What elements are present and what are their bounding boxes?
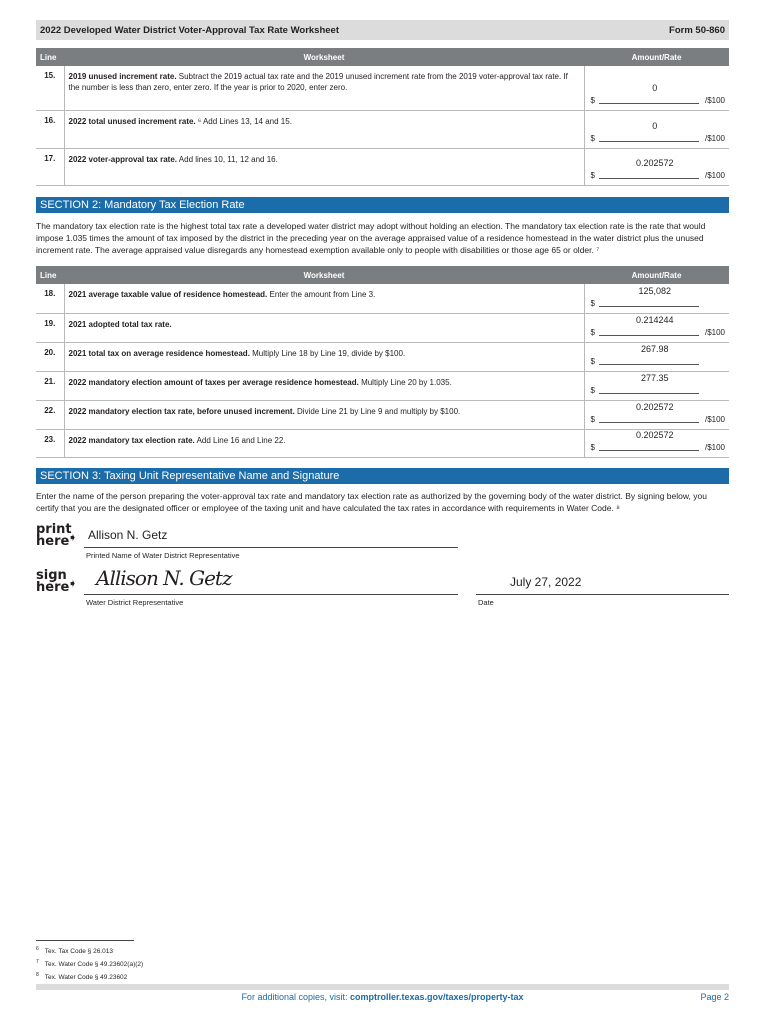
amount-cell [584,110,729,148]
dollar-sign: $ [590,298,595,308]
amount-unit: /$100 [704,327,725,337]
footnote [36,957,143,970]
amount-value[interactable]: 277.35 [640,372,669,383]
footnote-text: Tex. Tax Code § 26.013 [44,948,113,956]
footnote-mark: 6 [36,946,39,952]
dollar-sign: $ [590,414,595,424]
line-description [64,148,584,185]
line-instruction: Multiply Line 20 by 1.035. [358,377,452,387]
amount-cell [584,429,729,457]
line-instruction: Multiply Line 18 by Line 19, divide by $100. [249,348,406,358]
line-description [64,429,584,457]
amount-cell [584,284,729,313]
section-3-title: SECTION 3: Taxing Unit Representative Name and Signature [36,468,729,484]
date-value[interactable]: July 27, 2022 [510,575,582,589]
line-number: 22. [36,400,64,429]
table-row [36,284,729,313]
amount-underline [599,306,700,307]
amount-value[interactable]: 0.202572 [635,429,674,440]
date-caption: Date [478,598,494,607]
sign-label-word: sign [36,568,67,583]
amount-unit: /$100 [704,170,725,180]
line-description [64,400,584,429]
here-label-word: here [36,534,70,549]
line-title: 2022 mandatory tax election rate. [68,435,195,445]
dollar-sign: $ [590,442,595,452]
amount-field[interactable] [591,402,726,424]
line-number: 18. [36,284,64,313]
col-amount: Amount/Rate [584,266,729,284]
amount-underline [599,393,700,394]
signature-caption: Water District Representative [86,598,184,607]
section-2-title: SECTION 2: Mandatory Tax Election Rate [36,197,729,213]
amount-field[interactable] [591,315,726,337]
worksheet-table-2 [36,266,729,458]
line-description [64,284,584,313]
table-row [36,148,729,185]
line-description [64,342,584,371]
page-number: Page 2 [700,992,729,1002]
amount-field[interactable] [591,286,726,308]
amount-field[interactable] [591,373,726,395]
footnote [36,970,143,983]
amount-field[interactable] [591,121,726,143]
col-line: Line [36,48,64,66]
dollar-sign: $ [590,170,595,180]
amount-value[interactable]: 0 [652,82,658,93]
line-title: 2019 unused increment rate. [68,72,177,81]
form-number: Form 50-860 [669,24,725,36]
footer-prefix: For additional copies, visit: [241,992,350,1002]
amount-underline [599,335,700,336]
amount-cell [584,342,729,371]
amount-unit: /$100 [704,133,725,143]
table-row [36,429,729,457]
amount-cell [584,148,729,185]
printed-name-caption: Printed Name of Water District Representative [86,551,240,560]
date-line [476,594,729,595]
amount-unit: /$100 [704,95,725,105]
signature-image[interactable]: Allison N. Getz [96,566,232,590]
amount-underline [599,364,700,365]
line-title: 2022 voter-approval tax rate. [68,154,177,164]
line-number: 19. [36,313,64,342]
dollar-sign: $ [590,356,595,366]
table-row [36,66,729,110]
amount-field[interactable] [591,83,726,105]
dollar-sign: $ [590,327,595,337]
amount-cell [584,371,729,400]
print-label-word: print [36,522,72,537]
here-label-word-2: here [36,580,70,595]
line-title: 2022 mandatory election tax rate, before unused increment. [68,406,295,416]
line-number: 15. [36,66,64,110]
sign-here-label [36,568,78,595]
amount-cell [584,66,729,110]
footer-band [36,984,729,990]
table-row [36,313,729,342]
line-title: 2022 mandatory election amount of taxes per average residence homestead. [68,377,359,387]
section-3-paragraph: Enter the name of the person preparing the voter-approval tax rate and mandatory tax election rate as authorized by the governing body of the water district. By signing below, you certify that you are the designated officer or employee of the taxing unit and have calculated the tax rates in accordance with requirements in Water Code. ⁸ [36,491,707,513]
footnote-rule [36,940,134,941]
worksheet-table-1 [36,48,729,186]
line-number: 17. [36,148,64,185]
line-title: 2022 total unused increment rate. [68,116,196,126]
line-title: 2021 average taxable value of residence homestead. [68,290,268,299]
col-worksheet: Worksheet [64,266,584,284]
amount-value[interactable]: 0.214244 [635,314,674,325]
section-2-paragraph: The mandatory tax election rate is the highest total tax rate a developed water district may adopt without holding an election. The mandatory tax election rate is the rate that would impose 1.035 times the amount of tax imposed by the district in the preceding year on the average appraised value of a residence homestead in the water district plus the unused increment rate. The average appraised value disregards any homestead exemption available only to people with disabilities or those age 65 or older. ⁷ [36,221,706,255]
amount-unit: /$100 [704,442,725,452]
table-row [36,371,729,400]
print-here-label [36,522,78,549]
amount-underline [599,178,700,179]
line-instruction: Enter the amount from Line 3. [267,290,376,299]
col-amount: Amount/Rate [584,48,729,66]
line-description [64,110,584,148]
table-row [36,110,729,148]
footnote [36,944,143,957]
line-number: 20. [36,342,64,371]
amount-field[interactable] [591,344,726,366]
arrow-right-icon: ➧ [68,577,78,590]
amount-value[interactable]: 0.202572 [635,401,674,412]
footnote-mark: 7 [36,959,39,966]
footer-link[interactable]: comptroller.texas.gov/taxes/property-tax [350,992,524,1002]
amount-field[interactable] [591,158,726,180]
worksheet-title: 2022 Developed Water District Voter-Approval Tax Rate Worksheet [40,24,339,36]
line-number: 23. [36,429,64,457]
footer-copies [36,992,729,1002]
dollar-sign: $ [590,385,595,395]
footnote-text: Tex. Water Code § 49.23602 [44,974,128,982]
amount-underline [599,422,700,423]
printed-name-value[interactable]: Allison N. Getz [88,528,168,542]
line-number: 16. [36,110,64,148]
page-header [36,20,729,40]
line-instruction: ⁶ Add Lines 13, 14 and 15. [195,116,292,126]
page-footer [36,992,729,1006]
amount-field[interactable] [591,430,726,452]
col-worksheet: Worksheet [64,48,584,66]
col-line: Line [36,266,64,284]
amount-underline [599,103,700,104]
footnotes [36,944,143,983]
line-instruction: Subtract the 2019 actual tax rate and the 2019 unused increment rate from the 2019 voter-approval tax rate. If the number is less than zero, enter zero. If the year is prior to 2020, enter zero. [68,72,568,92]
footnote-text: Tex. Water Code § 49.23602(a)(2) [44,961,144,969]
line-title: 2021 adopted total tax rate. [68,319,172,329]
line-title: 2021 total tax on average residence homestead. [68,348,250,358]
line-description [64,66,584,110]
amount-value[interactable]: 125,082 [638,285,672,296]
amount-cell [584,400,729,429]
table-row [36,400,729,429]
line-instruction: Add lines 10, 11, 12 and 16. [177,154,278,164]
amount-value[interactable]: 0 [652,120,658,131]
line-description [64,371,584,400]
amount-unit: /$100 [704,414,725,424]
amount-underline [599,450,700,451]
printed-name-line [84,547,458,548]
amount-value[interactable]: 0.202572 [635,157,674,168]
signature-line [84,594,458,595]
line-instruction: Divide Line 21 by Line 9 and multiply by $100. [294,406,461,416]
amount-underline [599,141,700,142]
line-instruction: Add Line 16 and Line 22. [194,435,286,445]
arrow-right-icon: ➧ [68,531,78,544]
amount-cell [584,313,729,342]
footnote-mark: 8 [36,972,39,979]
dollar-sign: $ [590,133,595,143]
line-description [64,313,584,342]
table-row [36,342,729,371]
amount-value[interactable]: 267.98 [640,343,669,354]
line-number: 21. [36,371,64,400]
dollar-sign: $ [590,95,595,105]
